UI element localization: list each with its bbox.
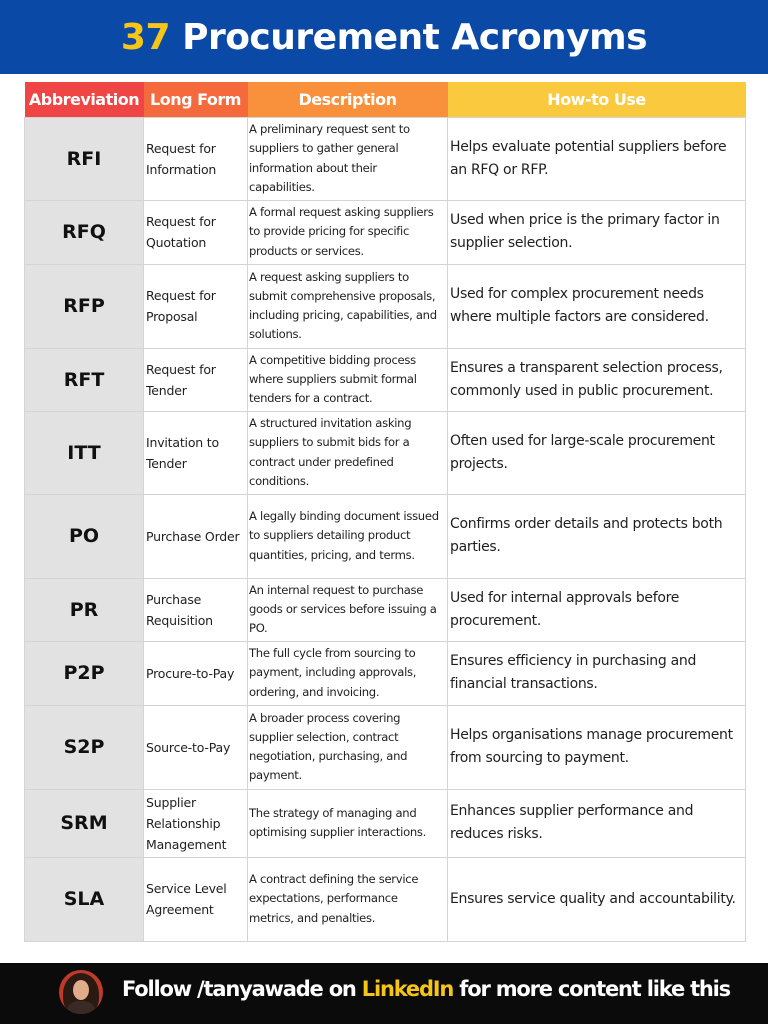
how-to-use-cell: Helps evaluate potential suppliers before an RFQ or RFP. [448, 117, 746, 200]
avatar [59, 970, 103, 1014]
description-cell: An internal request to purchase goods or services before issuing a PO. [248, 578, 448, 641]
table-row [25, 264, 746, 348]
description-cell: A contract defining the service expectations, performance metrics, and penalties. [248, 857, 448, 941]
column-header-description: Description [248, 82, 448, 117]
title-count: 37 [120, 16, 171, 58]
description-cell: A structured invitation asking suppliers to submit bids for a contract under predefined conditions. [248, 411, 448, 494]
abbreviation-cell: PO [25, 494, 144, 578]
how-to-use-cell: Confirms order details and protects both parties. [448, 494, 746, 578]
long-form-cell: Purchase Order [144, 494, 248, 578]
how-to-use-cell: Ensures efficiency in purchasing and financial transactions. [448, 641, 746, 705]
description-cell: The strategy of managing and optimising supplier interactions. [248, 789, 448, 857]
long-form-cell: Source-to-Pay [144, 705, 248, 789]
abbreviation-cell: RFI [25, 117, 144, 200]
abbreviation-cell: SRM [25, 789, 144, 857]
description-cell: A preliminary request sent to suppliers to gather general information about their capabilities. [248, 117, 448, 200]
long-form-cell: Supplier Relationship Management [144, 789, 248, 857]
acronym-table-container [24, 82, 745, 942]
long-form-cell: Invitation to Tender [144, 411, 248, 494]
how-to-use-cell: Used for complex procurement needs where multiple factors are considered. [448, 264, 746, 348]
table-row [25, 789, 746, 857]
long-form-cell: Service Level Agreement [144, 857, 248, 941]
how-to-use-cell: Used when price is the primary factor in supplier selection. [448, 200, 746, 264]
abbreviation-cell: P2P [25, 641, 144, 705]
table-row [25, 117, 746, 200]
description-cell: A request asking suppliers to submit comprehensive proposals, including pricing, capabilities, and solutions. [248, 264, 448, 348]
follow-cta [122, 977, 742, 1001]
abbreviation-cell: RFT [25, 348, 144, 411]
description-cell: A legally binding document issued to suppliers detailing product quantities, pricing, and terms. [248, 494, 448, 578]
description-cell: A formal request asking suppliers to provide pricing for specific products or services. [248, 200, 448, 264]
table-row [25, 578, 746, 641]
column-header-how-to-use: How-to Use [448, 82, 746, 117]
table-row [25, 705, 746, 789]
table-header-row [25, 82, 746, 117]
abbreviation-cell: S2P [25, 705, 144, 789]
page-header [0, 0, 768, 74]
page-title [121, 17, 647, 58]
linkedin-brand: LinkedIn [361, 977, 454, 1001]
table-row [25, 857, 746, 941]
long-form-cell: Purchase Requisition [144, 578, 248, 641]
long-form-cell: Request for Proposal [144, 264, 248, 348]
follow-prefix: Follow /tanyawade on [122, 977, 362, 1001]
abbreviation-cell: RFQ [25, 200, 144, 264]
abbreviation-cell: ITT [25, 411, 144, 494]
table-row [25, 200, 746, 264]
column-header-abbreviation: Abbreviation [25, 82, 144, 117]
how-to-use-cell: Enhances supplier performance and reduces risks. [448, 789, 746, 857]
how-to-use-cell: Often used for large-scale procurement projects. [448, 411, 746, 494]
long-form-cell: Request for Information [144, 117, 248, 200]
table-row [25, 348, 746, 411]
long-form-cell: Request for Quotation [144, 200, 248, 264]
long-form-cell: Procure-to-Pay [144, 641, 248, 705]
how-to-use-cell: Used for internal approvals before procurement. [448, 578, 746, 641]
abbreviation-cell: PR [25, 578, 144, 641]
table-row [25, 494, 746, 578]
how-to-use-cell: Ensures a transparent selection process, commonly used in public procurement. [448, 348, 746, 411]
abbreviation-cell: RFP [25, 264, 144, 348]
acronym-table [24, 82, 746, 942]
how-to-use-cell: Helps organisations manage procurement from sourcing to payment. [448, 705, 746, 789]
abbreviation-cell: SLA [25, 857, 144, 941]
table-row [25, 411, 746, 494]
title-text: Procurement Acronyms [182, 16, 648, 58]
follow-suffix: for more content like this [453, 977, 730, 1001]
description-cell: A competitive bidding process where suppliers submit formal tenders for a contract. [248, 348, 448, 411]
how-to-use-cell: Ensures service quality and accountability. [448, 857, 746, 941]
long-form-cell: Request for Tender [144, 348, 248, 411]
description-cell: A broader process covering supplier selection, contract negotiation, purchasing, and payment. [248, 705, 448, 789]
table-row [25, 641, 746, 705]
page-footer [0, 963, 768, 1024]
column-header-long-form: Long Form [144, 82, 248, 117]
description-cell: The full cycle from sourcing to payment, including approvals, ordering, and invoicing. [248, 641, 448, 705]
